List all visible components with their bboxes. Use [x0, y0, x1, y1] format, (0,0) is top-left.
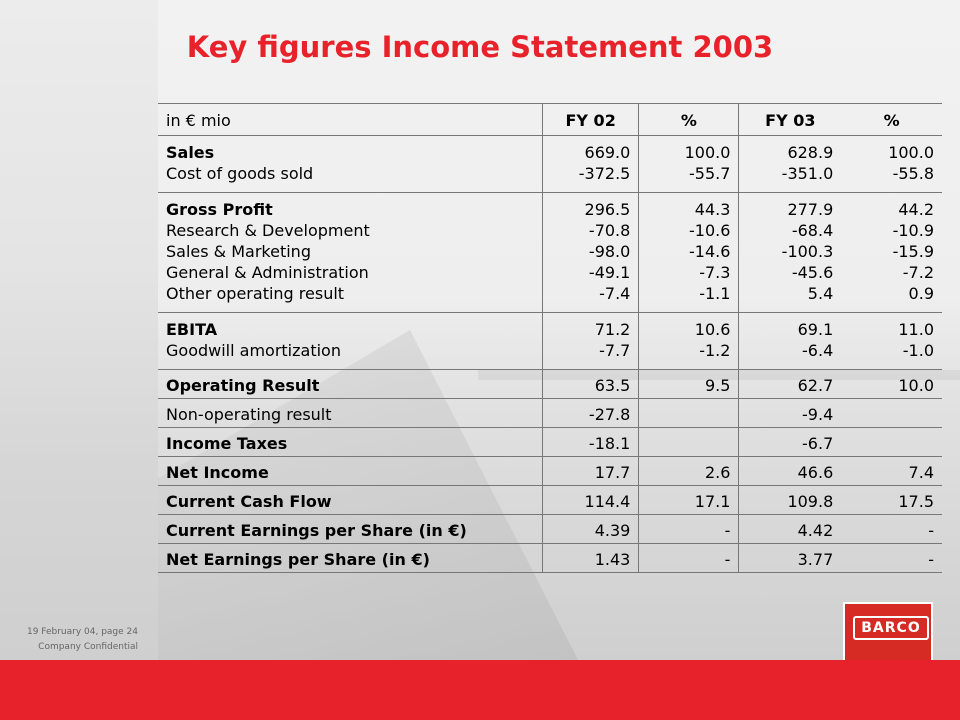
row-label: Goodwill amortization — [166, 341, 341, 360]
cell-value: 44.3 — [694, 200, 731, 219]
pct-fy03-cell — [841, 193, 942, 313]
cell-value: - — [724, 550, 731, 569]
pct-fy02-cell — [639, 370, 739, 399]
table-body — [158, 104, 942, 573]
header-fy02: FY 02 — [542, 104, 638, 136]
fy02-cell — [542, 136, 638, 193]
table-row — [158, 193, 942, 313]
cell-value: -10.9 — [892, 221, 934, 240]
cell-value: 11.0 — [898, 320, 934, 339]
table-row — [158, 486, 942, 515]
slide-title: Key figures Income Statement 2003 — [186, 30, 774, 64]
cell-value: 3.77 — [797, 550, 834, 569]
cell-value: 114.4 — [584, 492, 631, 511]
cell-value: -351.0 — [781, 164, 834, 183]
left-background-strip — [0, 0, 158, 660]
cell-value: -372.5 — [578, 164, 631, 183]
cell-value: 5.4 — [807, 284, 834, 303]
cell-value: -49.1 — [588, 263, 631, 282]
cell-value: -68.4 — [791, 221, 834, 240]
cell-value: -7.7 — [599, 341, 631, 360]
pct-fy02-cell — [639, 193, 739, 313]
pct-fy02-cell — [639, 399, 739, 428]
cell-value: -10.6 — [689, 221, 731, 240]
pct-fy02-cell — [639, 313, 739, 370]
cell-value: -70.8 — [588, 221, 631, 240]
row-label: Non-operating result — [166, 405, 332, 424]
fy02-cell — [542, 457, 638, 486]
cell-value: - — [724, 521, 731, 540]
cell-value: 63.5 — [594, 376, 631, 395]
pct-fy03-cell — [841, 428, 942, 457]
pct-fy02-cell — [639, 515, 739, 544]
cell-value: 10.0 — [898, 376, 934, 395]
pct-fy03-cell — [841, 136, 942, 193]
row-label-cell — [158, 313, 542, 370]
cell-value: 4.42 — [797, 521, 834, 540]
footer-date: 19 February 04, page 24 — [26, 627, 138, 637]
header-unit: in € mio — [158, 104, 542, 136]
cell-value: 100.0 — [684, 143, 731, 162]
cell-value: 1.43 — [594, 550, 631, 569]
row-label-cell — [158, 515, 542, 544]
fy02-cell — [542, 313, 638, 370]
pct-fy03-cell — [841, 486, 942, 515]
cell-value: 71.2 — [594, 320, 631, 339]
cell-value: -15.9 — [892, 242, 934, 261]
row-label-cell — [158, 136, 542, 193]
cell-value: 0.9 — [908, 284, 934, 303]
row-label: Sales — [166, 143, 215, 162]
cell-value: -100.3 — [781, 242, 834, 261]
pct-fy03-cell — [841, 313, 942, 370]
cell-value: -18.1 — [588, 434, 631, 453]
fy03-cell — [739, 399, 841, 428]
cell-value: -1.1 — [699, 284, 731, 303]
cell-value: -55.7 — [689, 164, 731, 183]
key-figures-table — [158, 103, 942, 573]
row-label: General & Administration — [166, 263, 369, 282]
cell-value: -1.0 — [902, 341, 934, 360]
row-label: Current Earnings per Share (in €) — [166, 521, 467, 540]
row-label: Cost of goods sold — [166, 164, 314, 183]
fy02-cell — [542, 428, 638, 457]
row-label-cell — [158, 544, 542, 573]
cell-value: 100.0 — [888, 143, 934, 162]
cell-value: -14.6 — [689, 242, 731, 261]
header-pct-fy02: % — [639, 104, 739, 136]
pct-fy03-cell — [841, 457, 942, 486]
cell-value: 4.39 — [594, 521, 631, 540]
fy03-cell — [739, 544, 841, 573]
fy02-cell — [542, 370, 638, 399]
fy03-cell — [739, 313, 841, 370]
fy02-cell — [542, 544, 638, 573]
pct-fy02-cell — [639, 544, 739, 573]
pct-fy03-cell — [841, 544, 942, 573]
fy03-cell — [739, 136, 841, 193]
fy03-cell — [739, 428, 841, 457]
row-label: Gross Profit — [166, 200, 273, 219]
cell-value: 2.6 — [704, 463, 731, 482]
cell-value: 46.6 — [797, 463, 834, 482]
row-label: Net Income — [166, 463, 269, 482]
cell-value: -9.4 — [802, 405, 834, 424]
cell-value: -6.4 — [802, 341, 834, 360]
cell-value: 109.8 — [787, 492, 834, 511]
fy03-cell — [739, 193, 841, 313]
cell-value: 296.5 — [584, 200, 631, 219]
logo-wordmark: BARCO — [853, 616, 929, 640]
fy02-cell — [542, 515, 638, 544]
cell-value: 7.4 — [908, 463, 934, 482]
row-label: Current Cash Flow — [166, 492, 332, 511]
cell-value: -45.6 — [791, 263, 834, 282]
row-label-cell — [158, 457, 542, 486]
fy02-cell — [542, 193, 638, 313]
cell-value: -1.2 — [699, 341, 731, 360]
cell-value: 628.9 — [787, 143, 834, 162]
cell-value: 669.0 — [584, 143, 631, 162]
cell-value: -98.0 — [588, 242, 631, 261]
footer-confidential: Company Confidential — [38, 642, 138, 652]
cell-value: 17.1 — [694, 492, 731, 511]
table-row — [158, 457, 942, 486]
cell-value: 69.1 — [797, 320, 834, 339]
table-row — [158, 515, 942, 544]
row-label: Income Taxes — [166, 434, 288, 453]
row-label: Sales & Marketing — [166, 242, 311, 261]
pct-fy02-cell — [639, 457, 739, 486]
cell-value: 44.2 — [898, 200, 934, 219]
cell-value: -6.7 — [802, 434, 834, 453]
table-row — [158, 136, 942, 193]
fy03-cell — [739, 515, 841, 544]
cell-value: -27.8 — [588, 405, 631, 424]
cell-value: -7.3 — [699, 263, 731, 282]
table-header-row — [158, 104, 942, 136]
fy03-cell — [739, 457, 841, 486]
pct-fy03-cell — [841, 399, 942, 428]
fy02-cell — [542, 486, 638, 515]
pct-fy02-cell — [639, 486, 739, 515]
cell-value: -55.8 — [892, 164, 934, 183]
pct-fy02-cell — [639, 136, 739, 193]
cell-value: -7.2 — [902, 263, 934, 282]
cell-value: - — [928, 550, 934, 569]
cell-value: 10.6 — [694, 320, 731, 339]
cell-value: 17.7 — [594, 463, 631, 482]
header-pct-fy03: % — [841, 104, 942, 136]
cell-value: -7.4 — [599, 284, 631, 303]
table-row — [158, 370, 942, 399]
cell-value: 277.9 — [787, 200, 834, 219]
table-row — [158, 544, 942, 573]
row-label: Research & Development — [166, 221, 370, 240]
pct-fy03-cell — [841, 515, 942, 544]
bottom-red-bar — [0, 660, 960, 720]
header-fy03: FY 03 — [739, 104, 841, 136]
pct-fy02-cell — [639, 428, 739, 457]
row-label-cell — [158, 370, 542, 399]
fy03-cell — [739, 370, 841, 399]
row-label-cell — [158, 486, 542, 515]
table-row — [158, 399, 942, 428]
cell-value: - — [928, 521, 934, 540]
row-label: Net Earnings per Share (in €) — [166, 550, 430, 569]
row-label-cell — [158, 399, 542, 428]
table-row — [158, 313, 942, 370]
fy02-cell — [542, 399, 638, 428]
pct-fy03-cell — [841, 370, 942, 399]
cell-value: 17.5 — [898, 492, 934, 511]
cell-value: 9.5 — [704, 376, 731, 395]
fy03-cell — [739, 486, 841, 515]
row-label: EBITA — [166, 320, 218, 339]
row-label-cell — [158, 193, 542, 313]
table-row — [158, 428, 942, 457]
row-label-cell — [158, 428, 542, 457]
row-label: Operating Result — [166, 376, 320, 395]
row-label: Other operating result — [166, 284, 345, 303]
cell-value: 62.7 — [797, 376, 834, 395]
